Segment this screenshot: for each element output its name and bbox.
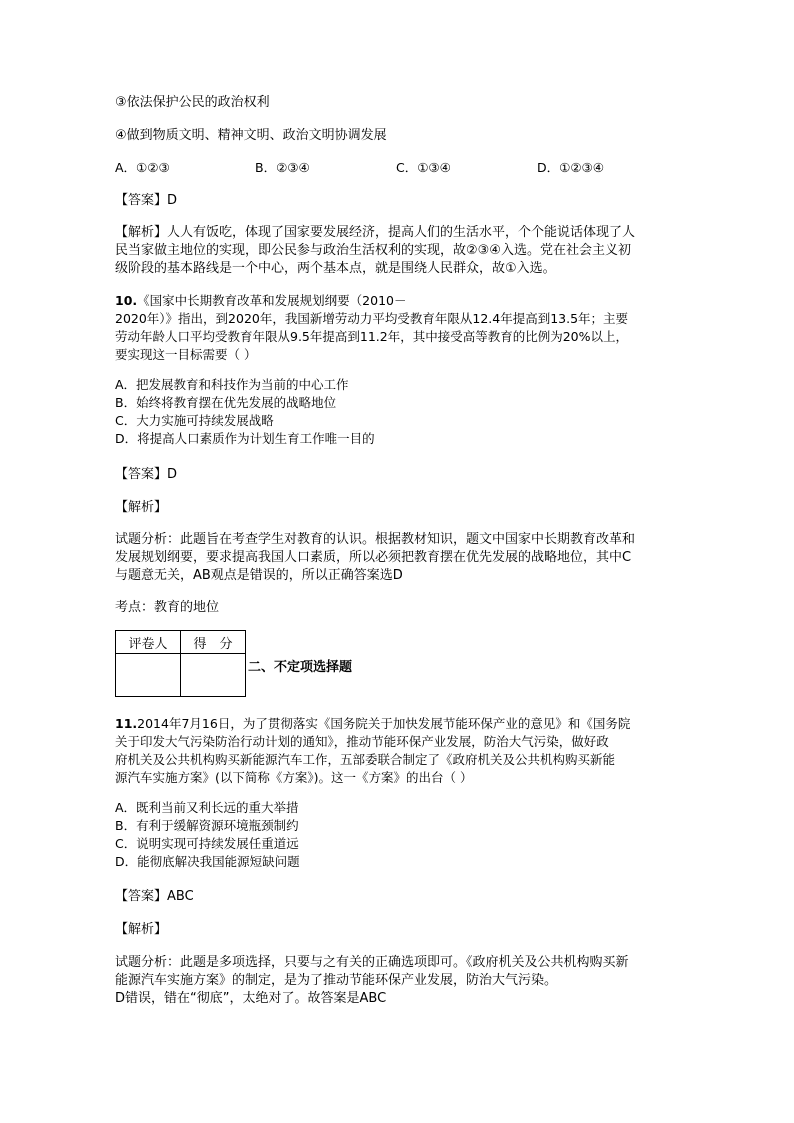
q9-option-d: D．①②③④	[537, 160, 604, 175]
grade-table	[115, 630, 246, 697]
q9-item-4: ④做到物质文明、精神文明、政治文明协调发展	[115, 128, 387, 143]
q10-stem-line: 要实现这一目标需要（ ）	[115, 347, 257, 362]
q10-number: 10.	[115, 293, 138, 308]
q11-option-d: D．能彻底解决我国能源短缺问题	[115, 854, 300, 869]
q10-answer: 【答案】D	[115, 467, 178, 482]
q11-stem-line: 府机关及公共机构购买新能源汽车工作，五部委联合制定了《政府机关及公共机构购买新能	[115, 752, 616, 767]
q10-analysis-line: 发展规划纲要，要求提高我国人口素质，所以必须把教育摆在优先发展的战略地位，其中C	[115, 550, 632, 565]
q10-option-b: B．始终将教育摆在优先发展的战略地位	[115, 395, 337, 410]
section-title: 二、不定项选择题	[248, 660, 353, 675]
q11-number: 11.	[115, 716, 138, 731]
q10-stem-line: 2020年）》指出，到2020年，我国新增劳动力平均受教育年限从12.4年提高到13.5年；主要	[115, 311, 629, 326]
q11-analysis-line: 试题分析：此题是多项选择，只要与之有关的正确选项即可。《政府机关及公共机构购买新	[115, 955, 629, 970]
q11-answer: 【答案】ABC	[115, 889, 194, 904]
q9-analysis-line: 【解析】人人有饭吃，体现了国家要发展经济，提高人们的生活水平，个个能说话体现了人	[115, 225, 636, 240]
q10-analysis-head: 【解析】	[115, 500, 168, 515]
q10-analysis-line: 与题意无关，AB观点是错误的，所以正确答案选D	[115, 568, 403, 583]
q11-option-a: A．既利当前又利长远的重大举措	[115, 800, 299, 815]
q10-stem-line: 劳动年龄人口平均受教育年限从9.5年提高到11.2年，其中接受高等教育的比例为20%以上，	[115, 329, 628, 344]
q10-option-a: A．把发展教育和科技作为当前的中心工作	[115, 377, 349, 392]
q10-analysis-line: 试题分析：此题旨在考查学生对教育的认识。根据教材知识，题文中国家中长期教育改革和	[115, 532, 636, 547]
q10-stem-line	[115, 293, 406, 309]
grade-table-score-header: 得 分	[181, 631, 246, 654]
q9-option-a: A．①②③	[115, 160, 170, 175]
q11-stem-line: 源汽车实施方案》(以下简称《方案》)。这一《方案》的出台（ ）	[115, 770, 473, 785]
q11-stem-line: 关于印发大气污染防治行动计划的通知》，推动节能环保产业发展，防治大气污染，做好政	[115, 734, 609, 749]
q9-analysis-line: 级阶段的基本路线是一个中心，两个基本点，就是围绕人民群众，故①入选。	[115, 261, 556, 276]
q11-option-c: C．说明实现可持续发展任重道远	[115, 836, 299, 851]
q9-option-b: B．②③④	[255, 160, 310, 175]
q11-option-b: B．有利于缓解资源环境瓶颈制约	[115, 818, 299, 833]
q11-stem-line	[115, 716, 630, 732]
grade-table-grader-cell	[116, 654, 181, 697]
q11-analysis-line: D错误，错在“彻底”，太绝对了。故答案是ABC	[115, 991, 387, 1006]
q9-item-3: ③依法保护公民的政治权利	[115, 95, 270, 110]
q11-stem-text: 2014年7月16日，为了贯彻落实《国务院关于加快发展节能环保产业的意见》和《国务院	[137, 716, 631, 731]
q10-option-c: C．大力实施可持续发展战略	[115, 413, 274, 428]
q10-kaodian: 考点：教育的地位	[115, 600, 220, 615]
grade-table-score-cell	[181, 654, 246, 697]
q10-option-d: D．将提高人口素质作为计划生育工作唯一目的	[115, 431, 375, 446]
q11-analysis-head: 【解析】	[115, 922, 168, 937]
grade-table-grader-header: 评卷人	[116, 631, 181, 654]
q9-option-c: C．①③④	[396, 160, 451, 175]
q9-answer: 【答案】D	[115, 193, 178, 208]
q9-analysis-line: 民当家做主地位的实现，即公民参与政治生活权利的实现，故②③④入选。党在社会主义初	[115, 243, 631, 258]
q11-analysis-line: 能源汽车实施方案》的制定，是为了推动节能环保产业发展，防治大气污染。	[115, 973, 558, 988]
q10-stem-text: 《国家中长期教育改革和发展规划纲要（2010－	[137, 293, 407, 308]
